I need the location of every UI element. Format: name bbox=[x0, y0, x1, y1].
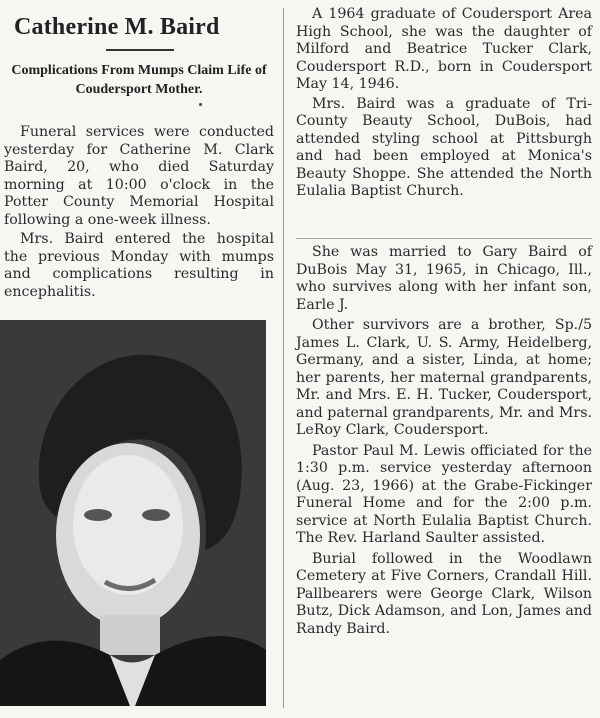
paragraph-graduate: A 1964 graduate of Coudersport Area High School, she was the daughter of Milford and Beatrice Tucker Clark, Coudersport R.D., born in Coudersport May 14, 1946. bbox=[296, 6, 592, 92]
print-speck bbox=[199, 103, 202, 106]
paragraph-funeral-services: Funeral services were conducted yesterday for Catherine M. Clark Baird, 20, who died Saturday morning at 10:00 o'clock in the Potter County Memorial Hospital following a one-week illness. bbox=[4, 124, 274, 228]
headline: Catherine M. Baird bbox=[14, 14, 220, 40]
paragraph-marriage: She was married to Gary Baird of DuBois May 31, 1965, in Chicago, Ill., who survives along with her infant son, Earle J. bbox=[296, 244, 592, 313]
portrait-photo-drawing bbox=[0, 320, 266, 706]
clipping-seam bbox=[296, 238, 592, 239]
paragraph-survivors: Other survivors are a brother, Sp./5 James L. Clark, U. S. Army, Heidelberg, Germany, and a sister, Linda, at home; her parents, her maternal grandparents, Mr. and Mrs. E. H. Tucker, Coudersport, and paternal grandparents, Mr. and Mrs. LeRoy Clark, Coudersport. bbox=[296, 317, 592, 438]
portrait-photo bbox=[0, 320, 266, 706]
right-column bbox=[296, 0, 596, 718]
subheadline: Complications From Mumps Claim Life of Coudersport Mother. bbox=[11, 63, 267, 97]
left-body-text bbox=[4, 124, 274, 301]
right-top-text bbox=[296, 6, 592, 201]
column-divider bbox=[283, 8, 284, 708]
paragraph-beauty-school: Mrs. Baird was a graduate of Tri-County Beauty School, DuBois, had attended styling school at Pittsburgh and had been employed at Monica's Beauty Shoppe. She attended the North Eulalia Baptist Church. bbox=[296, 95, 592, 199]
right-bottom-text bbox=[296, 244, 592, 638]
paragraph-burial: Burial followed in the Woodlawn Cemetery at Five Corners, Crandall Hill. Pallbearers were George Clark, Wilson Butz, Dick Adamson, and Lon, James and Randy Baird. bbox=[296, 550, 592, 637]
left-column bbox=[0, 0, 282, 718]
paragraph-hospital: Mrs. Baird entered the hospital the previous Monday with mumps and complications resulting in encephalitis. bbox=[4, 231, 274, 300]
headline-rule bbox=[106, 49, 174, 51]
paragraph-services: Pastor Paul M. Lewis officiated for the 1:30 p.m. service yesterday afternoon (Aug. 23, 1966) at the Grabe-Fickinger Funeral Home and for the 2:00 p.m. service at North Eulalia Baptist Church. The Rev. Harland Saulter assisted. bbox=[296, 442, 592, 546]
